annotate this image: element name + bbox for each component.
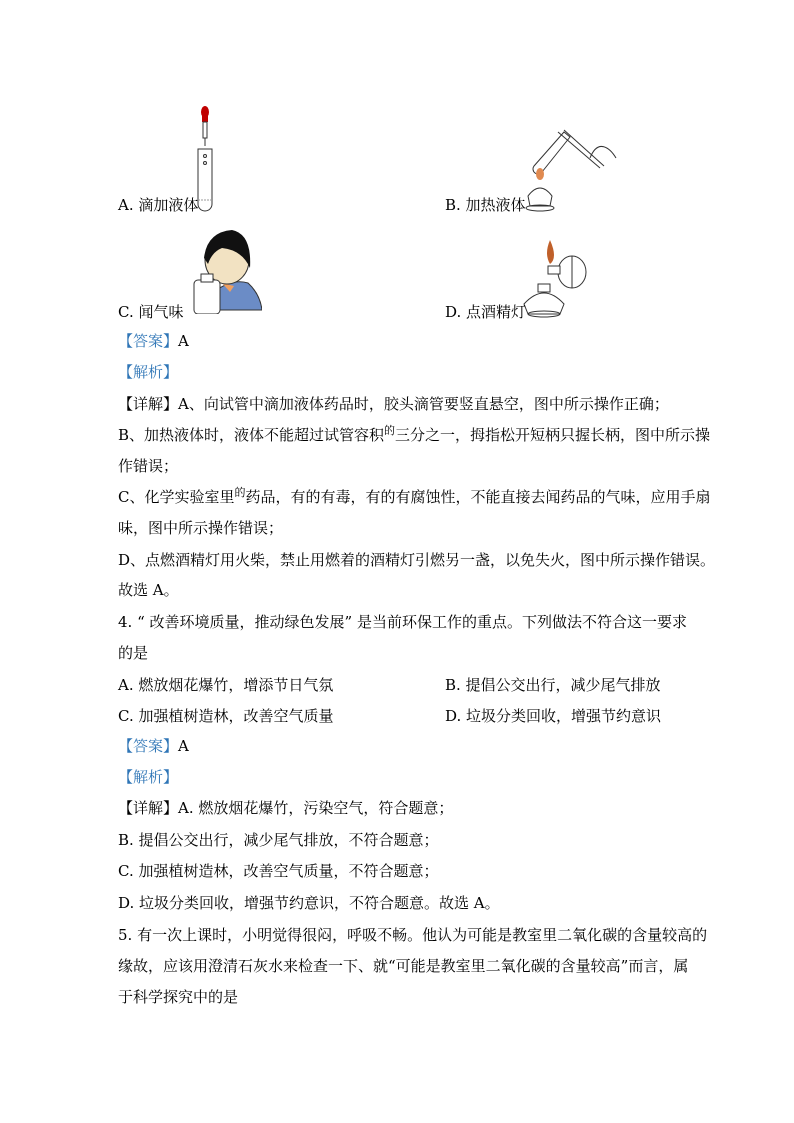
answer-label: 【答案】 bbox=[118, 332, 179, 350]
q5-stem-3: 于科学探究中的是 bbox=[118, 988, 239, 1006]
answer-label: 【答案】 bbox=[118, 737, 179, 755]
lighting-alcohol-lamp-image bbox=[520, 238, 600, 318]
detail-text: 药品，有的有毒，有的有腐蚀性，不能直接去闻药品的气味，应用手扇 bbox=[245, 488, 711, 506]
detail-text: A. 燃放烟花爆竹，污染空气，符合题意； bbox=[178, 799, 454, 817]
q3-detail-c bbox=[118, 487, 711, 509]
answer-value: A bbox=[178, 332, 189, 350]
q4-option-a: A. 燃放烟花爆竹，增添节日气氛 bbox=[118, 676, 334, 694]
q4-detail-c: C. 加强植树造林，改善空气质量，不符合题意； bbox=[118, 862, 439, 880]
q3-option-a: A. 滴加液体 bbox=[118, 196, 199, 214]
q4-stem: 4. “ 改善环境质量，推动绿色发展” 是当前环保工作的重点。下列做法不符合这一要求 bbox=[118, 613, 687, 631]
q4-analysis-label: 【解析】 bbox=[118, 768, 179, 786]
smelling-boy-image bbox=[182, 228, 262, 314]
q5-stem: 5. 有一次上课时，小明觉得很闷，呼吸不畅。他认为可能是教室里二氧化碳的含量较高的 bbox=[118, 926, 708, 944]
q3-detail-c2: 味，图中所示操作错误； bbox=[118, 519, 284, 537]
q3-conclusion: 故选 A。 bbox=[118, 581, 179, 599]
heating-liquid-image bbox=[520, 128, 620, 214]
q3-answer bbox=[118, 331, 189, 351]
q3-option-d: D. 点酒精灯 bbox=[445, 303, 527, 321]
q4-detail-b: B. 提倡公交出行，减少尾气排放，不符合题意； bbox=[118, 831, 439, 849]
q3-detail-d: D、点燃酒精灯用火柴，禁止用燃着的酒精灯引燃另一盏，以免失火，图中所示操作错误。 bbox=[118, 551, 716, 569]
q4-option-b: B. 提倡公交出行，减少尾气排放 bbox=[445, 676, 661, 694]
detail-label: 【详解】 bbox=[118, 799, 179, 817]
detail-label: 【详解】 bbox=[118, 395, 179, 413]
detail-sup: 的 bbox=[384, 424, 396, 437]
q4-stem-2: 的是 bbox=[118, 644, 149, 662]
q4-option-c: C. 加强植树造林，改善空气质量 bbox=[118, 707, 334, 725]
q3-detail-a bbox=[118, 394, 669, 414]
q3-detail-b bbox=[118, 425, 710, 447]
detail-text: A、向试管中滴加液体药品时，胶头滴管要竖直悬空，图中所示操作正确； bbox=[178, 395, 669, 413]
q4-detail-d: D. 垃圾分类回收，增强节约意识，不符合题意。故选 A。 bbox=[118, 894, 500, 912]
detail-text: B、加热液体时，液体不能超过试管容积 bbox=[118, 426, 385, 444]
q5-stem-2: 缘故，应该用澄清石灰水来检查一下、就“可能是教室里二氧化碳的含量较高”而言，属 bbox=[118, 957, 689, 975]
answer-value: A bbox=[178, 737, 189, 755]
q3-detail-b2: 作错误； bbox=[118, 457, 179, 475]
q4-option-d: D. 垃圾分类回收，增强节约意识 bbox=[445, 707, 662, 725]
q3-option-c: C. 闻气味 bbox=[118, 303, 184, 321]
detail-text: 三分之一，拇指松开短柄只握长柄，图中所示操 bbox=[395, 426, 711, 444]
q4-detail-a bbox=[118, 798, 453, 818]
q3-option-b: B. 加热液体 bbox=[445, 196, 526, 214]
q3-analysis-label: 【解析】 bbox=[118, 363, 179, 381]
detail-sup: 的 bbox=[234, 486, 246, 499]
detail-text: C、化学实验室里 bbox=[118, 488, 235, 506]
q4-answer bbox=[118, 736, 189, 756]
